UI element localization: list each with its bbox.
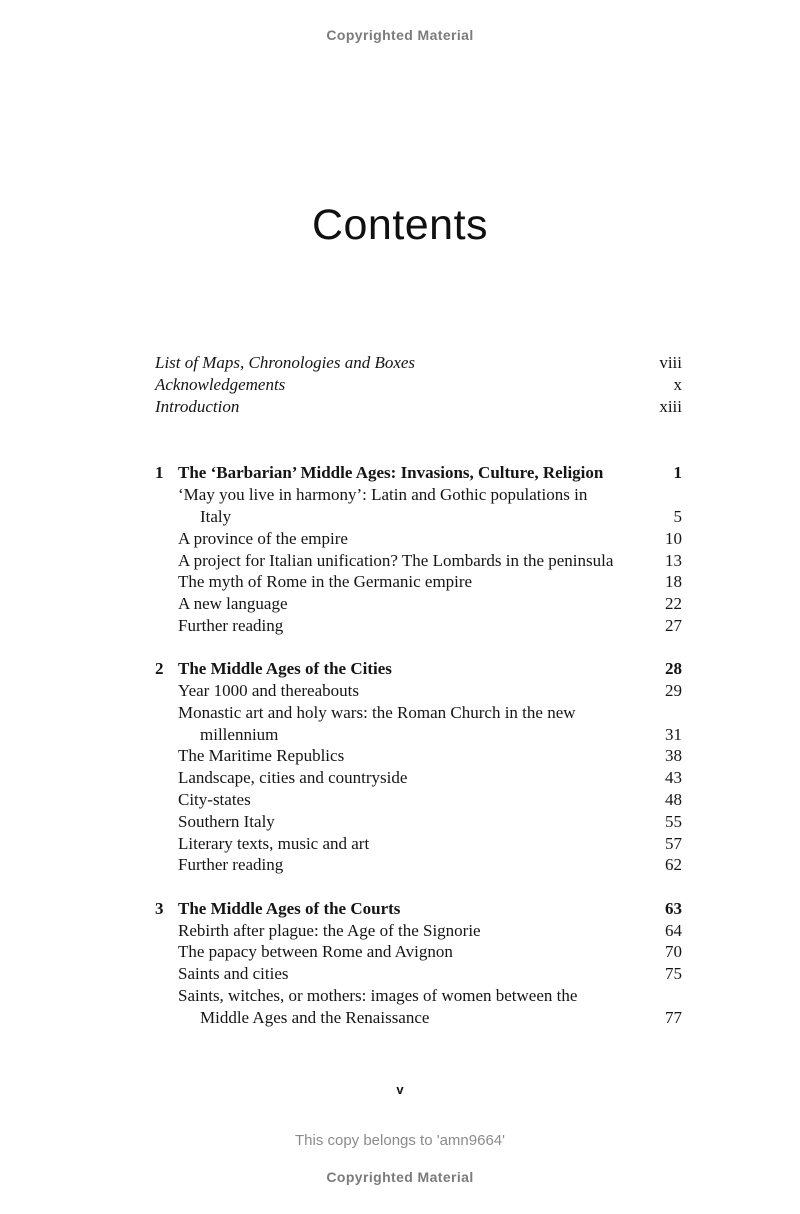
chapter-number: 1 [155, 463, 164, 483]
toc-entry-title: Acknowledgements [155, 374, 286, 394]
toc-entry-page: 48 [665, 790, 682, 810]
toc-entry-page: 13 [665, 550, 682, 570]
toc-entry [178, 615, 682, 637]
chapter-number: 2 [155, 659, 164, 679]
toc-entry-line: A province of the empire [178, 528, 348, 548]
toc-entry-title [178, 484, 652, 528]
toc-entry-line: The myth of Rome in the Germanic empire [178, 572, 473, 592]
toc-entry [178, 811, 682, 833]
toc-entry-title: Introduction [155, 396, 240, 416]
front-matter-list [155, 352, 682, 417]
toc-entry-page: viii [659, 353, 682, 372]
toc-entry-page: 64 [665, 920, 682, 940]
toc-entry-page: 77 [665, 1007, 682, 1027]
toc-entry-title [178, 985, 652, 1029]
toc-entry-title [178, 571, 652, 593]
toc-entry-line: Year 1000 and thereabouts [178, 681, 359, 701]
toc-entry-line: Landscape, cities and countryside [178, 768, 408, 788]
toc-entry-page: 10 [665, 528, 682, 548]
chapter-page: 1 [673, 463, 682, 483]
toc-entry-page: 43 [665, 768, 682, 788]
toc-entry [178, 571, 682, 593]
toc-entry-line: Rebirth after plague: the Age of the Signorie [178, 920, 481, 940]
toc-entry-page: 62 [665, 855, 682, 875]
toc-chapter-heading [155, 658, 682, 680]
toc-entry-line: millennium [200, 724, 279, 744]
toc-entry-page: 18 [665, 572, 682, 592]
toc-entry-title [178, 702, 652, 746]
toc-entry [178, 920, 682, 942]
toc-entry-line: ‘May you live in harmony’: Latin and Gothic populations in [178, 485, 588, 505]
chapter-page: 28 [665, 659, 682, 679]
chapter-title: The Middle Ages of the Cities [178, 659, 392, 679]
toc-entry-line: Further reading [178, 855, 284, 875]
toc-chapter [155, 898, 682, 1029]
toc-entry [178, 550, 682, 572]
toc-entry-title [178, 963, 652, 985]
toc-entry [178, 484, 682, 528]
toc-entry-page: 75 [665, 964, 682, 984]
toc-entry [178, 680, 682, 702]
toc-entry [178, 833, 682, 855]
toc-entry-line: Monastic art and holy wars: the Roman Church in the new [178, 702, 576, 722]
chapter-list [155, 462, 682, 1028]
toc-entry-page: 27 [665, 615, 682, 635]
toc-entry-title [178, 615, 652, 637]
toc-entry-page: 55 [665, 811, 682, 831]
toc-entry-line: A project for Italian unification? The Lombards in the peninsula [178, 550, 614, 570]
toc-entry-line: Saints and cities [178, 964, 289, 984]
toc-entry-title [178, 528, 652, 550]
toc-entry-page: 29 [665, 681, 682, 701]
toc-entry-line: Saints, witches, or mothers: images of women between the [178, 985, 578, 1005]
toc-entry-line: Literary texts, music and art [178, 833, 370, 853]
toc-entry-title [178, 920, 652, 942]
page-title: Contents [311, 201, 489, 249]
copyright-footer: Copyrighted Material [326, 1169, 474, 1185]
toc-entry-title: List of Maps, Chronologies and Boxes [155, 353, 416, 372]
toc-entry-page: 31 [665, 724, 682, 744]
toc-chapter-heading [155, 898, 682, 920]
toc-entry-line: City-states [178, 790, 251, 810]
toc-entry-line: The papacy between Rome and Avignon [178, 942, 453, 962]
toc-front-matter-entry [155, 374, 682, 396]
toc-chapter [155, 462, 682, 636]
toc-front-matter-entry [155, 396, 682, 418]
toc-entry-page: 38 [665, 746, 682, 766]
toc-entry [178, 767, 682, 789]
toc-entry-page: 22 [665, 594, 682, 614]
toc-front-matter-entry [155, 352, 682, 374]
toc-entry-title [178, 550, 652, 572]
toc-entry [178, 593, 682, 615]
chapter-number: 3 [155, 898, 164, 918]
copy-ownership-note: This copy belongs to 'amn9664' [294, 1132, 506, 1149]
folio-page-number: v [396, 1082, 404, 1097]
toc-entry [178, 745, 682, 767]
toc-entry [178, 854, 682, 876]
toc-entry [178, 702, 682, 746]
toc-entry-page: xiii [659, 396, 682, 416]
toc-entry-page: x [673, 374, 682, 394]
toc-entry-title [178, 767, 652, 789]
toc-entry-line: Middle Ages and the Renaissance [200, 1007, 430, 1027]
toc-entry [178, 985, 682, 1029]
toc-chapter-heading [155, 462, 682, 484]
toc-entry-line: Southern Italy [178, 811, 275, 831]
toc-entry [178, 789, 682, 811]
toc-entry [178, 963, 682, 985]
toc-entry-line: Further reading [178, 615, 284, 635]
toc-entry [178, 528, 682, 550]
table-of-contents [155, 352, 682, 1029]
toc-chapter [155, 658, 682, 876]
chapter-title: The ‘Barbarian’ Middle Ages: Invasions, Culture, Religion [178, 463, 604, 483]
copyright-header: Copyrighted Material [326, 27, 474, 43]
toc-entry-title [178, 789, 652, 811]
toc-entry [178, 941, 682, 963]
toc-entry-page: 5 [673, 506, 682, 526]
toc-entry-title [178, 811, 652, 833]
toc-entry-line: A new language [178, 594, 288, 614]
chapter-page: 63 [665, 898, 682, 918]
toc-entry-title [178, 745, 652, 767]
toc-entry-title [178, 680, 652, 702]
toc-entry-title [178, 941, 652, 963]
toc-entry-page: 57 [665, 833, 682, 853]
toc-entry-line: Italy [200, 506, 232, 526]
chapter-title: The Middle Ages of the Courts [178, 898, 401, 918]
toc-entry-title [178, 593, 652, 615]
toc-entry-line: The Maritime Republics [178, 746, 345, 766]
toc-entry-title [178, 833, 652, 855]
toc-entry-page: 70 [665, 942, 682, 962]
toc-entry-title [178, 854, 652, 876]
